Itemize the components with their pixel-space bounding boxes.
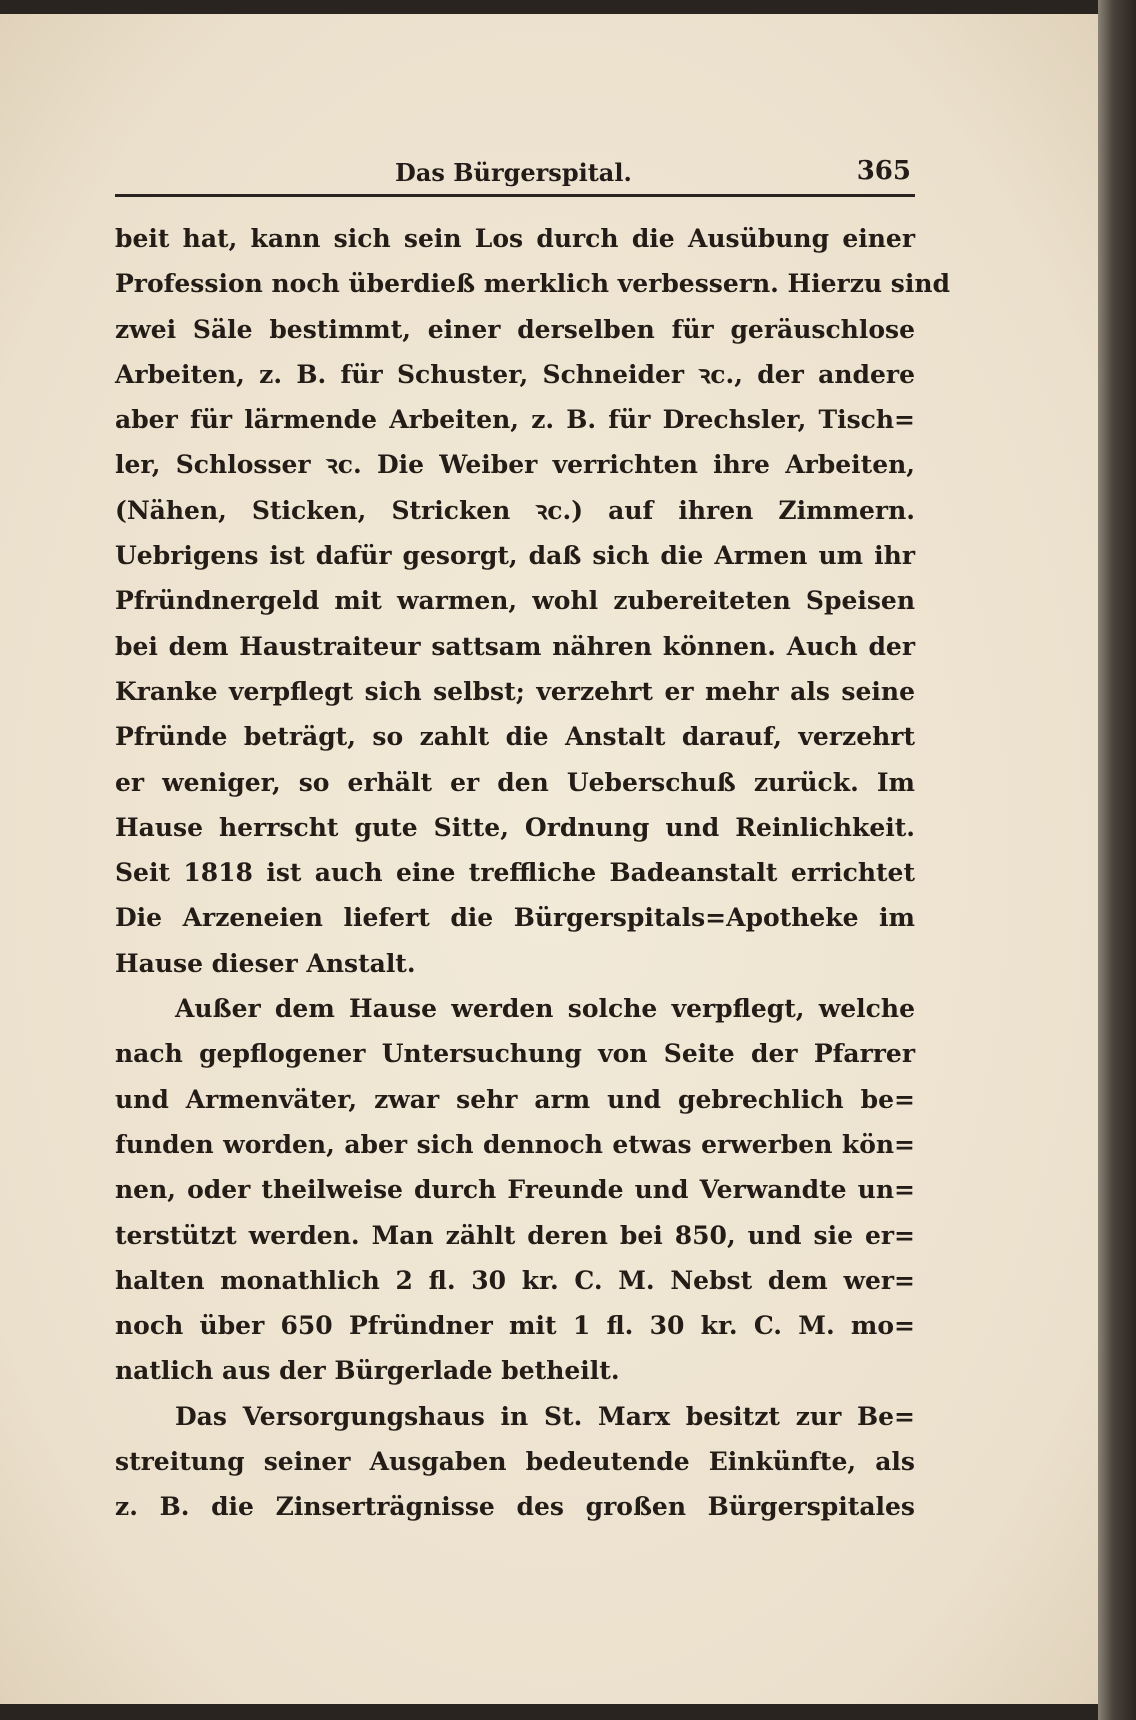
text-line: funden worden, aber sich dennoch etwas erwerben kön= [115, 1129, 915, 1159]
text-line: Pfründe beträgt, so zahlt die Anstalt darauf, verzehrt [115, 722, 915, 752]
text-line: zwei Säle bestimmt, einer derselben für geräuschlose [115, 314, 915, 344]
text-line: nach gepflogener Untersuchung von Seite der Pfarrer [115, 1039, 915, 1069]
text-line: Kranke verpflegt sich selbst; verzehrt er mehr als seine [115, 676, 915, 706]
text-line: halten monathlich 2 fl. 30 kr. C. M. Nebst dem wer= [115, 1265, 915, 1295]
text-line: z. B. die Zinserträgnisse des großen Bürgerspitales [115, 1492, 915, 1522]
text-line: noch über 650 Pfründner mit 1 fl. 30 kr. C. M. mo= [115, 1311, 915, 1341]
text-line: natlich aus der Bürgerlade betheilt. [115, 1356, 620, 1386]
text-line: bei dem Haustraiteur sattsam nähren können. Auch der [115, 631, 915, 661]
text-line: terstützt werden. Man zählt deren bei 850, und sie er= [115, 1220, 915, 1250]
text-line: Die Arzeneien liefert die Bürgerspitals=Apotheke im [115, 903, 915, 933]
text-line: er weniger, so erhält er den Ueberschuß zurück. Im [115, 767, 915, 797]
book-page [0, 14, 1098, 1704]
running-header [115, 154, 915, 197]
text-line: Uebrigens ist dafür gesorgt, daß sich die Armen um ihr [115, 541, 915, 571]
text-line: beit hat, kann sich sein Los durch die Ausübung einer [115, 224, 915, 253]
text-line: Außer dem Hause werden solche verpflegt, welche [175, 994, 915, 1024]
text-line: aber für lärmende Arbeiten, z. B. für Drechsler, Tisch= [115, 405, 915, 435]
text-line: Pfründnergeld mit warmen, wohl zubereiteten Speisen [115, 586, 915, 616]
text-line: Profession noch überdieß merklich verbessern. Hierzu sind [115, 269, 951, 299]
text-line: nen, oder theilweise durch Freunde und Verwandte un= [115, 1175, 915, 1205]
text-line: Hause herrscht gute Sitte, Ordnung und Reinlichkeit. [115, 812, 915, 842]
text-line: Seit 1818 ist auch eine treffliche Badeanstalt errichtet [115, 858, 915, 888]
running-title: Das Bürgerspital. [395, 158, 632, 187]
text-line: (Nähen, Sticken, Stricken ꝛc.) auf ihren Zimmern. [115, 495, 915, 525]
text-line: streitung seiner Ausgaben bedeutende Einkünfte, als [115, 1447, 915, 1477]
page-edge [1098, 0, 1136, 1720]
body-text [115, 216, 951, 1530]
text-line: Hause dieser Anstalt. [115, 948, 416, 978]
text-line: Arbeiten, z. B. für Schuster, Schneider ꝛc., der andere [115, 359, 915, 389]
page-number: 365 [856, 156, 911, 186]
text-line: und Armenväter, zwar sehr arm und gebrechlich be= [115, 1084, 915, 1114]
text-line: Das Versorgungshaus in St. Marx besitzt zur Be= [175, 1401, 915, 1431]
text-line: ler, Schlosser ꝛc. Die Weiber verrichten ihre Arbeiten, [115, 450, 915, 480]
